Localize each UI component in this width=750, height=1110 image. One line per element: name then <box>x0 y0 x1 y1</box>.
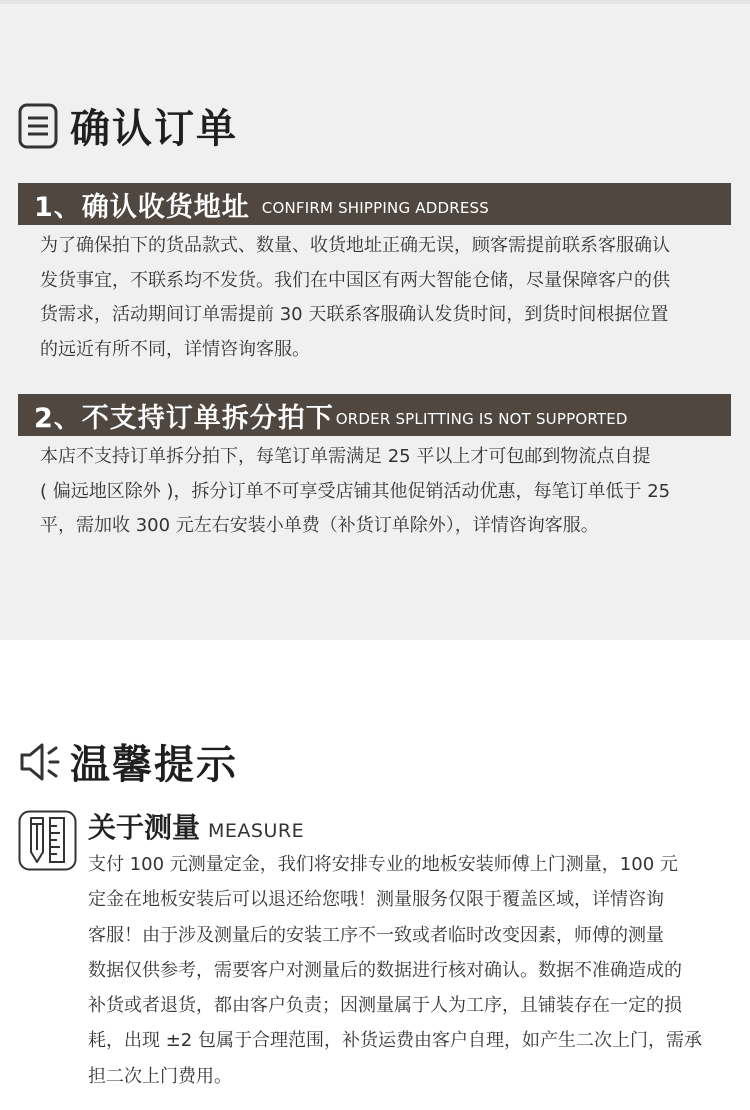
text-line: 货需求，活动期间订单需提前 30 天联系客服确认发货时间，到货时间根据位置 <box>40 304 669 325</box>
measure-subtitle: MEASURE <box>208 820 305 842</box>
text-line: 客服！由于涉及测量后的安装工序不一致或者临时改变因素，师傅的测量 <box>88 924 664 946</box>
text-line: 的远近有所不同，详情咨询客服。 <box>40 338 310 360</box>
text-line: 支付 100 元测量定金，我们将安排专业的地板安装师傅上门测量，100 元 <box>88 854 678 875</box>
tips-heading <box>18 733 238 790</box>
confirm-order-heading <box>18 97 238 154</box>
measure-heading <box>88 806 304 846</box>
panel-top-edge <box>0 0 750 4</box>
order-splitting-title: 2、不支持订单拆分拍下 <box>34 402 334 434</box>
text-line: 定金在地板安装后可以退还给您哦！测量服务仅限于覆盖区域，详情咨询 <box>88 889 664 911</box>
text-line: 发货事宜，不联系均不发货。我们在中国区有两大智能仓储，尽量保障客户的供 <box>40 269 670 291</box>
confirm-order-title: 确认订单 <box>70 106 238 152</box>
order-splitting-bar <box>18 394 731 436</box>
text-line: 为了确保拍下的货品款式、数量、收货地址正确无误，顾客需提前联系客服确认 <box>40 235 670 256</box>
text-line: 平，需加收 300 元左右安装小单费（补货订单除外），详情咨询客服。 <box>40 515 599 536</box>
shipping-address-title: 1、确认收货地址 <box>34 191 250 223</box>
text-line: 耗，出现 ±2 包属于合理范围，补货运费由客户自理，如产生二次上门，需承 <box>88 1030 702 1052</box>
document-icon <box>18 103 58 149</box>
text-line: 本店不支持订单拆分拍下，每笔订单需满足 25 平以上才可包邮到物流点自提 <box>40 446 651 467</box>
order-splitting-subtitle: ORDER SPLITTING IS NOT SUPPORTED <box>335 410 628 428</box>
ruler-pencil-icon <box>18 810 77 871</box>
measure-text <box>88 847 733 1094</box>
shipping-address-text <box>40 229 730 367</box>
text-line: 补货或者退货，都由客户负责；因测量属于人为工序，且铺装存在一定的损 <box>88 995 682 1017</box>
order-splitting-text <box>40 440 730 544</box>
shipping-address-bar <box>18 183 731 225</box>
tips-title: 温馨提示 <box>70 742 238 788</box>
text-line: 担二次上门费用。 <box>88 1065 232 1087</box>
shipping-address-subtitle: CONFIRM SHIPPING ADDRESS <box>261 199 489 217</box>
speaker-icon <box>18 740 62 784</box>
measure-title: 关于测量 <box>88 811 201 844</box>
text-line: ( 偏远地区除外 )，拆分订单不可享受店铺其他促销活动优惠，每笔订单低于 25 <box>40 480 671 502</box>
text-line: 数据仅供参考，需要客户对测量后的数据进行核对确认。数据不准确造成的 <box>88 959 682 981</box>
